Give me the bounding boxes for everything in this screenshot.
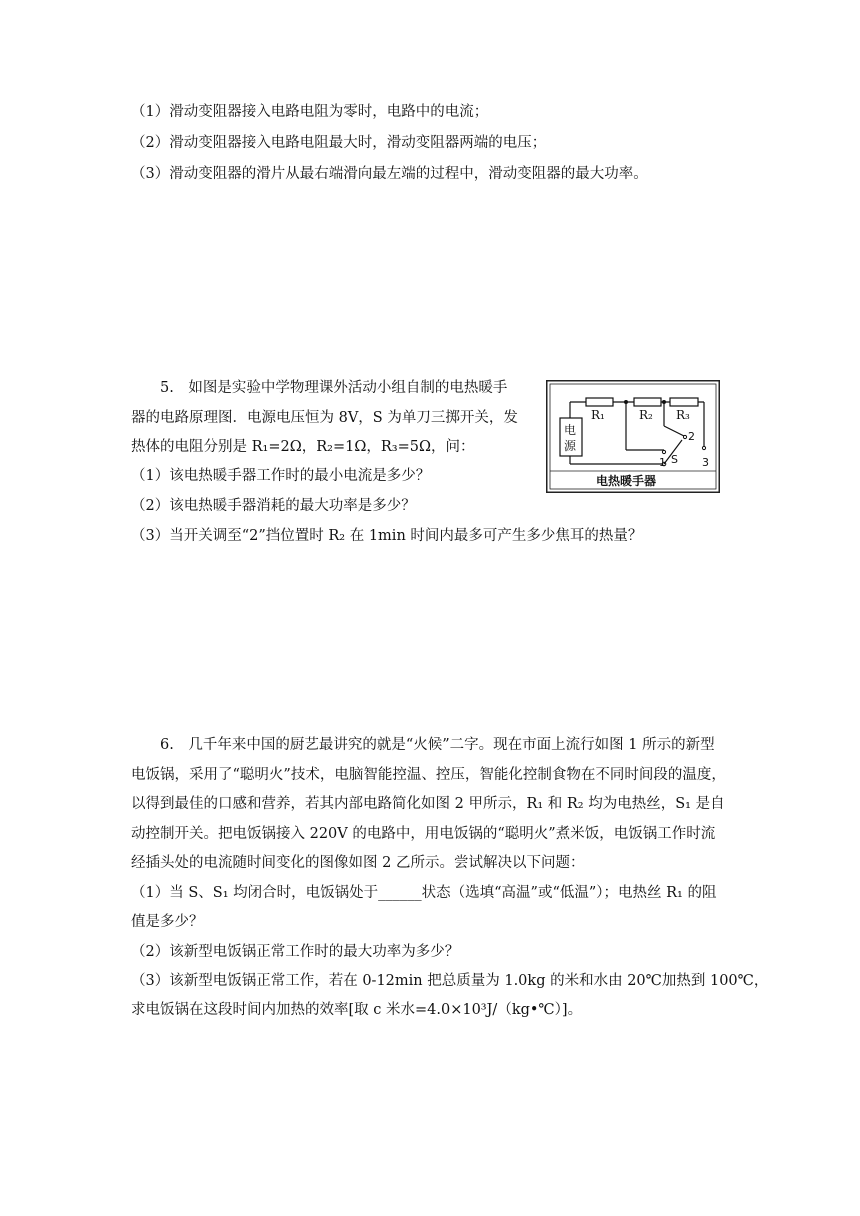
label-r3: R₃ bbox=[676, 408, 690, 422]
label-terminal-3: 3 bbox=[702, 456, 709, 469]
q6-sub1-line1: （1）当 S、S₁ 均闭合时，电饭锅处于______状态（选填“高温”或“低温”）；电热丝 R₁ 的阻 bbox=[131, 885, 717, 901]
label-terminal-1: 1 bbox=[659, 456, 666, 469]
q6-stem-line4: 动控制开关。把电饭锅接入 220V 的电路中，用电饭锅的“聪明火”煮米饭，电饭锅工作时流 bbox=[131, 826, 716, 842]
q6-stem-line2: 电饭锅，采用了“聪明火”技术，电脑智能控温、控压，智能化控制食物在不同时间段的温度， bbox=[131, 767, 726, 783]
q6-sub2: （2）该新型电饭锅正常工作时的最大功率为多少？ bbox=[131, 944, 460, 960]
q5-sub3: （3）当开关调至“2”挡位置时 R₂ 在 1min 时间内最多可产生多少焦耳的热量？ bbox=[131, 528, 643, 544]
figure-caption: 电热暖手器 bbox=[596, 474, 657, 488]
resistor-r1 bbox=[586, 398, 613, 406]
q4-sub1: （1）滑动变阻器接入电路电阻为零时，电路中的电流； bbox=[131, 104, 489, 120]
q6-stem-line5: 经插头处的电流随时间变化的图像如图 2 乙所示。尝试解决以下问题： bbox=[131, 855, 585, 871]
q5-stem-line1: 5. 如图是实验中学物理课外活动小组自制的电热暖手 bbox=[160, 380, 508, 396]
resistor-r3 bbox=[670, 398, 698, 406]
q6-stem-line3: 以得到最佳的口感和营养，若其内部电路简化如图 2 甲所示，R₁ 和 R₂ 均为电热丝，S₁ 是自 bbox=[131, 796, 725, 812]
q6-sub3-line2: 求电饭锅在这段时间内加热的效率[取 c 米水=4.0×10³J/（kg•℃）]。 bbox=[131, 1002, 583, 1018]
q6-sub1-line2: 值是多少？ bbox=[131, 914, 204, 930]
label-source-top: 电 bbox=[564, 423, 577, 437]
label-terminal-2: 2 bbox=[688, 430, 695, 443]
q5-stem-line2: 器的电路原理图．电源电压恒为 8V，S 为单刀三掷开关，发 bbox=[131, 410, 518, 426]
q5-sub2: （2）该电热暖手器消耗的最大功率是多少？ bbox=[131, 498, 416, 514]
q4-sub3: （3）滑动变阻器的滑片从最右端滑向最左端的过程中，滑动变阻器的最大功率。 bbox=[131, 166, 648, 182]
label-source-bottom: 源 bbox=[564, 439, 577, 453]
q4-sub2: （2）滑动变阻器接入电路电阻最大时，滑动变阻器两端的电压； bbox=[131, 135, 547, 151]
label-r1: R₁ bbox=[591, 408, 605, 422]
resistor-r2 bbox=[634, 398, 661, 406]
q5-sub1: （1）该电热暖手器工作时的最小电流是多少？ bbox=[131, 468, 431, 484]
q6-sub3-line1: （3）该新型电饭锅正常工作，若在 0-12min 把总质量为 1.0kg 的米和水由 20℃加热到 100℃， bbox=[131, 973, 769, 989]
label-r2: R₂ bbox=[639, 408, 653, 422]
q5-stem-line3: 热体的电阻分别是 R₁=2Ω，R₂=1Ω，R₃=5Ω，问： bbox=[131, 439, 475, 455]
q6-stem-line1: 6. 几千年来中国的厨艺最讲究的就是“火候”二字。现在市面上流行如图 1 所示的新型 bbox=[160, 737, 715, 753]
hand-warmer-circuit-diagram bbox=[546, 380, 720, 493]
label-switch: S bbox=[671, 453, 678, 466]
